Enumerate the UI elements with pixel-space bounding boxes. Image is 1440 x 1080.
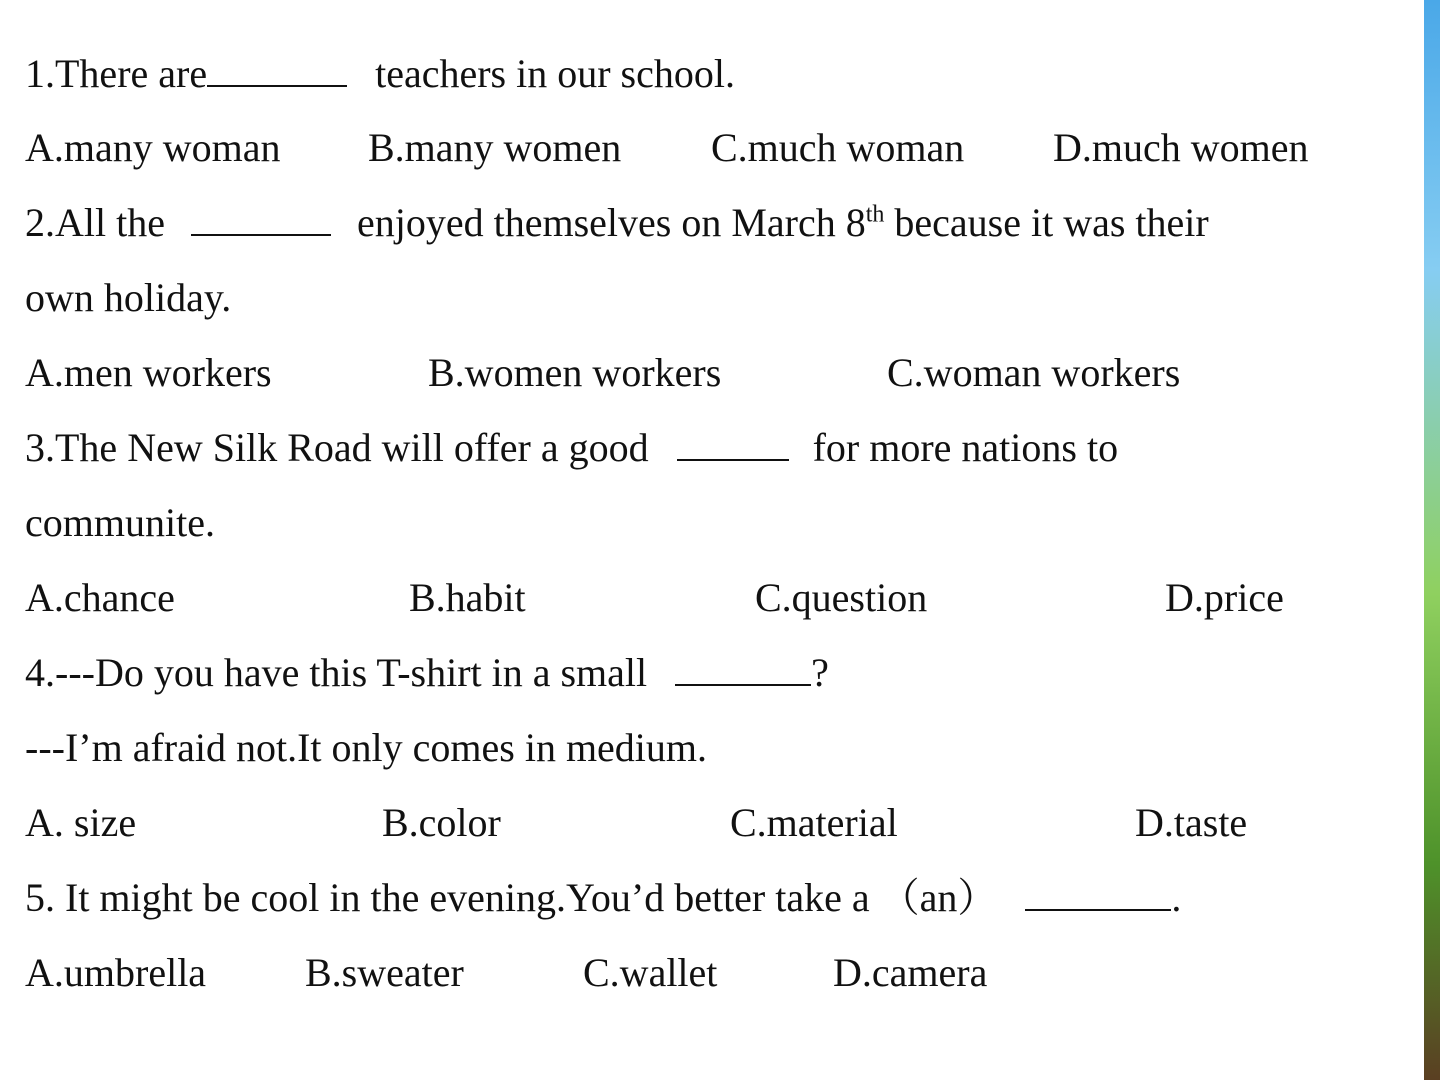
question-2-text-end: because it was their [884, 200, 1209, 245]
background-decoration-right [1424, 0, 1440, 1080]
question-2-stem-line2: own holiday. [25, 275, 232, 320]
question-5-option-d: D.camera [833, 950, 988, 995]
question-2-option-a: A.men workers [25, 350, 272, 395]
question-1-option-c: C.much woman [711, 125, 965, 170]
question-1-option-a: A.many woman [25, 125, 281, 170]
question-3-option-b: B.habit [409, 575, 526, 620]
question-4-option-a: A. size [25, 800, 137, 845]
question-2-text: 2.All the [25, 200, 165, 245]
question-1-option-d: D.much women [1053, 125, 1309, 170]
question-4-option-c: C.material [730, 800, 898, 845]
question-1-text-end: teachers in our school. [375, 51, 735, 96]
question-5-stem [25, 874, 1181, 922]
question-4-blank [675, 654, 811, 686]
question-1-stem [25, 50, 735, 98]
question-3-option-c: C.question [755, 575, 928, 620]
question-1-option-b: B.many women [368, 125, 622, 170]
question-3-option-d: D.price [1165, 575, 1284, 620]
question-5-option-c: C.wallet [583, 950, 718, 995]
question-4-text-end: ? [811, 650, 829, 695]
question-3-text-end: for more nations to [812, 425, 1119, 470]
question-3-stem [25, 424, 1118, 472]
question-3-text: 3.The New Silk Road will offer a good [25, 425, 649, 470]
question-4-stem-line2: ---I’m afraid not.It only comes in medium. [25, 725, 708, 770]
question-2-text-mid: enjoyed themselves on March 8 [356, 200, 866, 245]
question-2-stem [25, 199, 1209, 247]
question-5-text-end: . [1171, 875, 1182, 920]
question-5-option-b: B.sweater [305, 950, 464, 995]
question-5-blank [1025, 879, 1171, 911]
question-3-option-a: A.chance [25, 575, 175, 620]
question-2-option-c: C.woman workers [887, 350, 1181, 395]
question-1-blank [207, 55, 347, 87]
question-2-blank [191, 204, 331, 236]
question-4-stem [25, 649, 829, 697]
question-2-option-b: B.women workers [428, 350, 722, 395]
question-4-text: 4.---Do you have this T-shirt in a small [25, 650, 648, 695]
question-5-option-a: A.umbrella [25, 950, 207, 995]
question-4-option-b: B.color [382, 800, 501, 845]
question-3-blank [677, 429, 789, 461]
question-1-text: 1.There are [25, 51, 208, 96]
question-2-superscript: th [865, 201, 885, 228]
question-5-text: 5. It might be cool in the evening.You’d better take a （an） [25, 875, 998, 920]
question-3-stem-line2: communite. [25, 500, 215, 545]
question-4-option-d: D.taste [1135, 800, 1248, 845]
